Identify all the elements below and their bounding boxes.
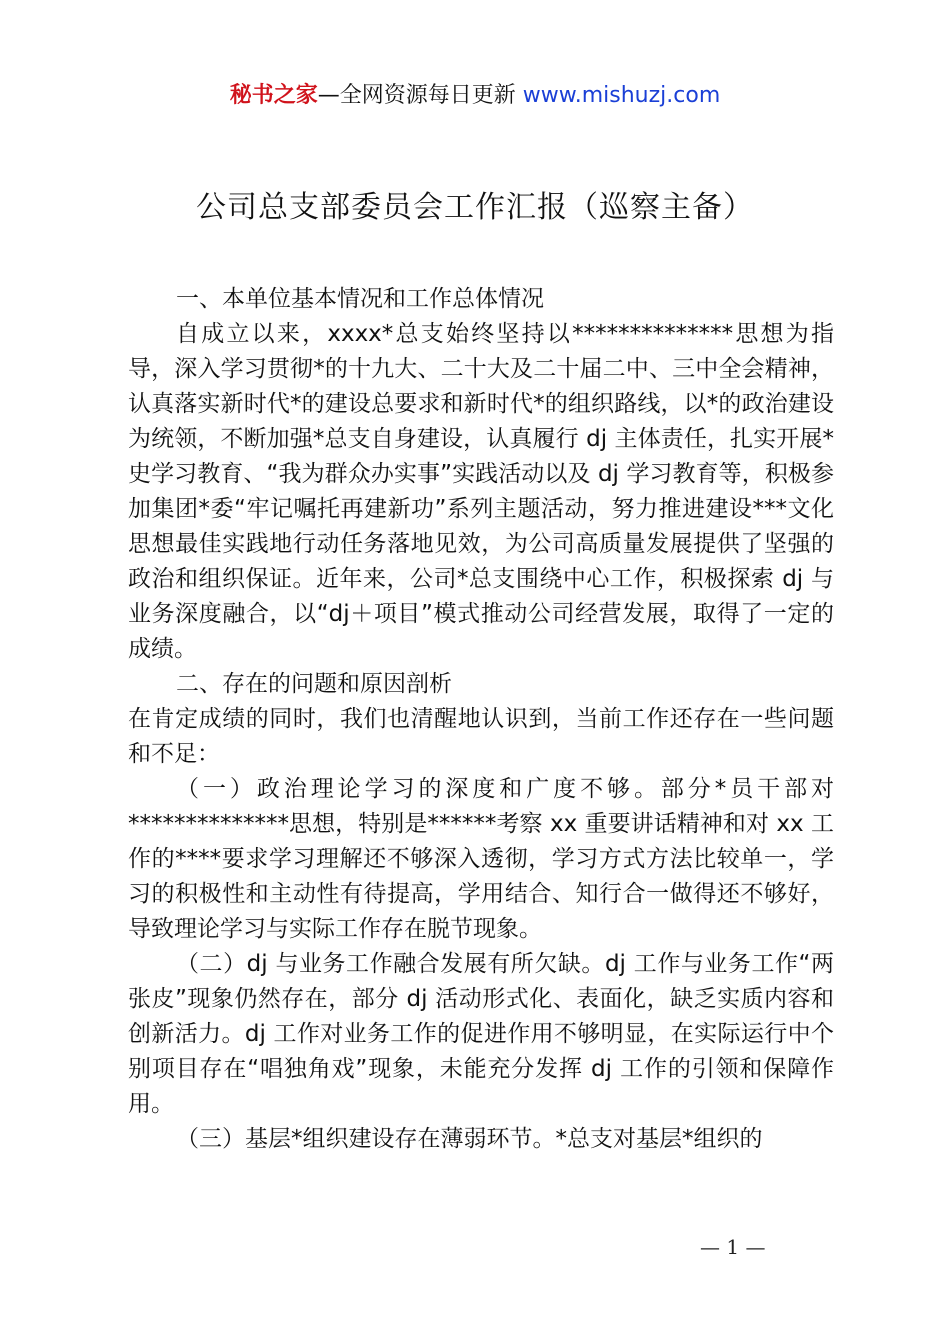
body-paragraph: （三）基层*组织建设存在薄弱环节。*总支对基层*组织的 (176, 1126, 763, 1152)
document-body (128, 282, 834, 1157)
document-title: 公司总支部委员会工作汇报（巡察主备） (196, 190, 754, 225)
brand-name: 秘书之家 (229, 83, 318, 108)
page-number: — 1 — (700, 1235, 766, 1259)
body-paragraph: 自成立以来，xxxx*总支始终坚持以**************思想为指导，深入学习贯彻*的十九大、二十大及二十届二中、三中全会精神，认真落实新时代*的建设总要求和新时代*的组织路线，以*的政治建设为统领，不断加强*总支自身建设，认真履行 dj 主体责任，扎实开展*史学习教育、“我为群众办实事”实践活动以及 dj 学习教育等，积极参加集团*委“牢记嘱托再建新功”系列主题活动，努力推进建设***文化思想最佳实践地行动任务落地见效，为公司高质量发展提供了坚强的政治和组织保证。近年来，公司*总支围绕中心工作，积极探索 dj 与业务深度融合，以“dj＋项目”模式推动公司经营发展，取得了一定的成绩。 (128, 321, 834, 662)
body-paragraph: （二）dj 与业务工作融合发展有所欠缺。dj 工作与业务工作“两张皮”现象仍然存在，部分 dj 活动形式化、表面化，缺乏实质内容和创新活力。dj 工作对业务工作的促进作用不够明显，在实际运行中个别项目存在“唱独角戏”现象，未能充分发挥 dj 工作的引领和保障作用。 (128, 951, 834, 1117)
body-paragraph: （一）政治理论学习的深度和广度不够。部分*员干部对**************思想，特别是******考察 xx 重要讲话精神和对 xx 工作的****要求学习理解还不够深入透彻，学习方式方法比较单一，学习的积极性和主动性有待提高，学用结合、知行合一做得还不够好，导致理论学习与实际工作存在脱节现象。 (128, 776, 834, 942)
header-tagline: —全网资源每日更新 (317, 83, 523, 108)
section-heading: 二、存在的问题和原因剖析 (176, 671, 452, 697)
section-heading: 一、本单位基本情况和工作总体情况 (176, 286, 544, 312)
site-header (0, 80, 950, 112)
body-paragraph: 在肯定成绩的同时，我们也清醒地认识到，当前工作还存在一些问题和不足： (128, 706, 834, 767)
site-url-link[interactable]: www.mishuzj.com (522, 83, 721, 108)
